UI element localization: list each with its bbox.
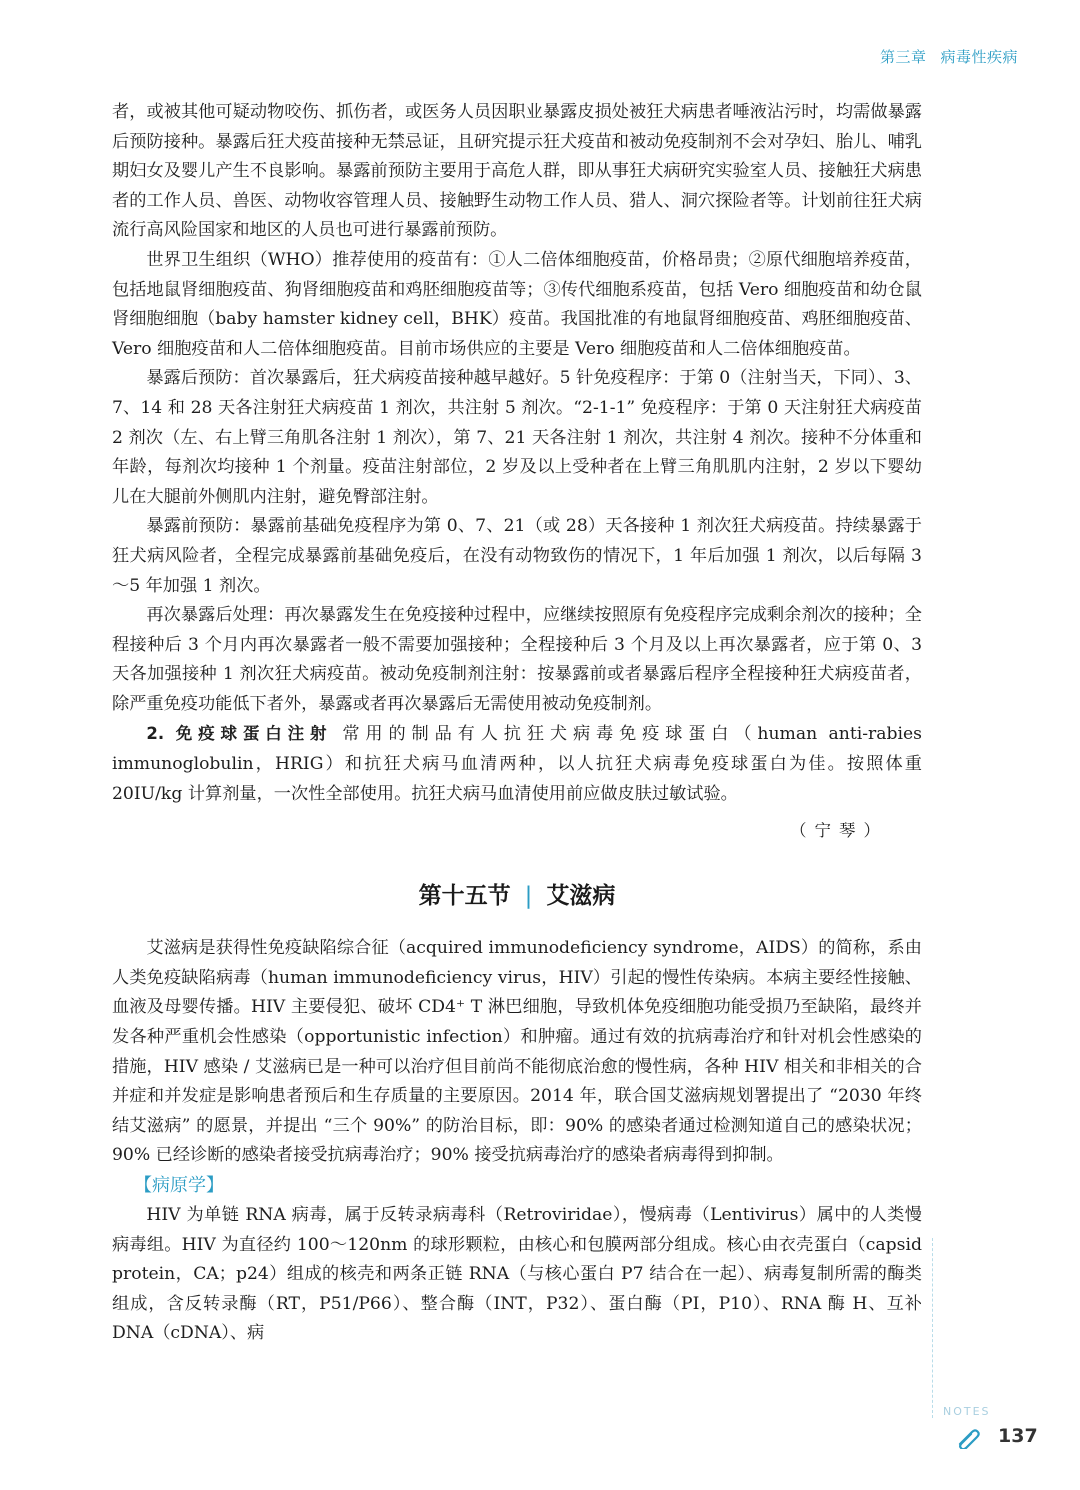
item-heading: 2. 免疫球蛋白注射	[146, 724, 333, 744]
paragraph-post-exposure: 暴露后预防：首次暴露后，狂犬病疫苗接种越早越好。5 针免疫程序：于第 0（注射当天，下同）、3、7、14 和 28 天各注射狂犬病疫苗 1 剂次，共注射 5 剂次。“2-1-1” 免疫程序：于第 0 天注射狂犬病疫苗 2 剂次（左、右上臂三角肌各注射 1 剂次），第 7、21 天各注射 1 剂次，共注射 4 剂次。接种不分体重和年龄，每剂次均接种 1 个剂量。疫苗注射部位，2 岁及以上受种者在上臂三角肌肌内注射，2 岁以下婴幼儿在大腿前外侧肌内注射，避免臀部注射。	[112, 368, 922, 507]
notes-margin-line	[932, 1238, 933, 1418]
paragraph-continued: 者，或被其他可疑动物咬伤、抓伤者，或医务人员因职业暴露皮损处被狂犬病患者唾液沾污时，均需做暴露后预防接种。暴露后狂犬疫苗接种无禁忌证，且研究提示狂犬疫苗和被动免疫制剂不会对孕妇、胎儿、哺乳期妇女及婴儿产生不良影响。暴露前预防主要用于高危人群，即从事狂犬病研究实验室人员、接触狂犬病患者的工作人员、兽医、动物收容管理人员、接触野生动物工作人员、猎人、洞穴探险者等。计划前往狂犬病流行高风险国家和地区的人员也可进行暴露前预防。	[112, 102, 922, 241]
paragraph-re-exposure: 再次暴露后处理：再次暴露发生在免疫接种过程中，应继续按照原有免疫程序完成剩余剂次的接种；全程接种后 3 个月内再次暴露者一般不需要加强接种；全程接种后 3 个月及以上再次暴露者，应于第 0、3 天各加强接种 1 剂次狂犬病疫苗。被动免疫制剂注射：按暴露前或者暴露后程序全程接种狂犬病疫苗者，除严重免疫功能低下者外，暴露或者再次暴露后无需使用被动免疫制剂。	[112, 605, 922, 714]
section-divider: |	[524, 883, 533, 910]
paragraph-etiology: HIV 为单链 RNA 病毒，属于反转录病毒科（Retroviridae），慢病毒（Lentivirus）属中的人类慢病毒组。HIV 为直径约 100～120nm 的球形颗粒，由核心和包膜两部分组成。核心由衣壳蛋白（capsid protein，CA；p24）组成的核壳和两条正链 RNA（与核心蛋白 P7 结合在一起）、病毒复制所需的酶类组成，含反转录酶（RT，P51/P66）、整合酶（INT，P32）、蛋白酶（PI，P10）、RNA 酶 H、互补 DNA（cDNA）、病	[112, 1205, 922, 1344]
page-number: 137	[998, 1425, 1038, 1447]
paperclip-icon	[956, 1427, 982, 1449]
notes-label: NOTES	[943, 1405, 991, 1418]
paragraph-aids-intro: 艾滋病是获得性免疫缺陷综合征（acquired immunodeficiency syndrome，AIDS）的简称，系由人类免疫缺陷病毒（human immunodeficiency virus，HIV）引起的慢性传染病。本病主要经性接触、血液及母婴传播。HIV 主要侵犯、破坏 CD4⁺ T 淋巴细胞，导致机体免疫细胞功能受损乃至缺陷，最终并发各种严重机会性感染（opportunistic infection）和肿瘤。通过有效的抗病毒治疗和针对机会性感染的措施，HIV 感染 / 艾滋病已是一种可以治疗但目前尚不能彻底治愈的慢性病，各种 HIV 相关和非相关的合并症和并发症是影响患者预后和生存质量的主要原因。2014 年，联合国艾滋病规划署提出了 “2030 年终结艾滋病” 的愿景，并提出 “三个 90%” 的防治目标，即：90% 的感染者通过检测知道自己的感染状况；90% 已经诊断的感染者接受抗病毒治疗；90% 接受抗病毒治疗的感染者病毒得到抑制。	[112, 938, 922, 1166]
section-number: 第十五节	[418, 883, 511, 910]
paragraph-immunoglobulin	[112, 719, 922, 809]
subsection-heading: 【病原学】	[134, 1175, 224, 1196]
item-text: 常用的制品有人抗狂犬病毒免疫球蛋白（human anti-rabies immunoglobulin，HRIG）和抗狂犬病马血清两种，以人抗狂犬病毒免疫球蛋白为佳。按照体重 20IU/kg 计算剂量，一次性全部使用。抗狂犬病马血清使用前应做皮肤过敏试验。	[112, 724, 922, 804]
paragraph-pre-exposure: 暴露前预防：暴露前基础免疫程序为第 0、7、21（或 28）天各接种 1 剂次狂犬病疫苗。持续暴露于狂犬病风险者，全程完成暴露前基础免疫后，在没有动物致伤的情况下，1 年后加强 1 剂次，以后每隔 3～5 年加强 1 剂次。	[112, 516, 922, 596]
chapter-label: 第三章	[879, 48, 927, 66]
running-header	[880, 46, 1018, 67]
page-body	[112, 98, 922, 1349]
author-signature: （宁琴）	[790, 821, 888, 841]
section-heading	[112, 877, 922, 910]
chapter-title: 病毒性疾病	[940, 48, 1018, 66]
section-title: 艾滋病	[546, 883, 616, 910]
paragraph-who-vaccines: 世界卫生组织（WHO）推荐使用的疫苗有：①人二倍体细胞疫苗，价格昂贵；②原代细胞培养疫苗，包括地鼠肾细胞疫苗、狗肾细胞疫苗和鸡胚细胞疫苗等；③传代细胞系疫苗，包括 Vero 细胞疫苗和幼仓鼠肾细胞细胞（baby hamster kidney cell，BHK）疫苗。我国批准的有地鼠肾细胞疫苗、鸡胚细胞疫苗、Vero 细胞疫苗和人二倍体细胞疫苗。目前市场供应的主要是 Vero 细胞疫苗和人二倍体细胞疫苗。	[112, 249, 922, 359]
